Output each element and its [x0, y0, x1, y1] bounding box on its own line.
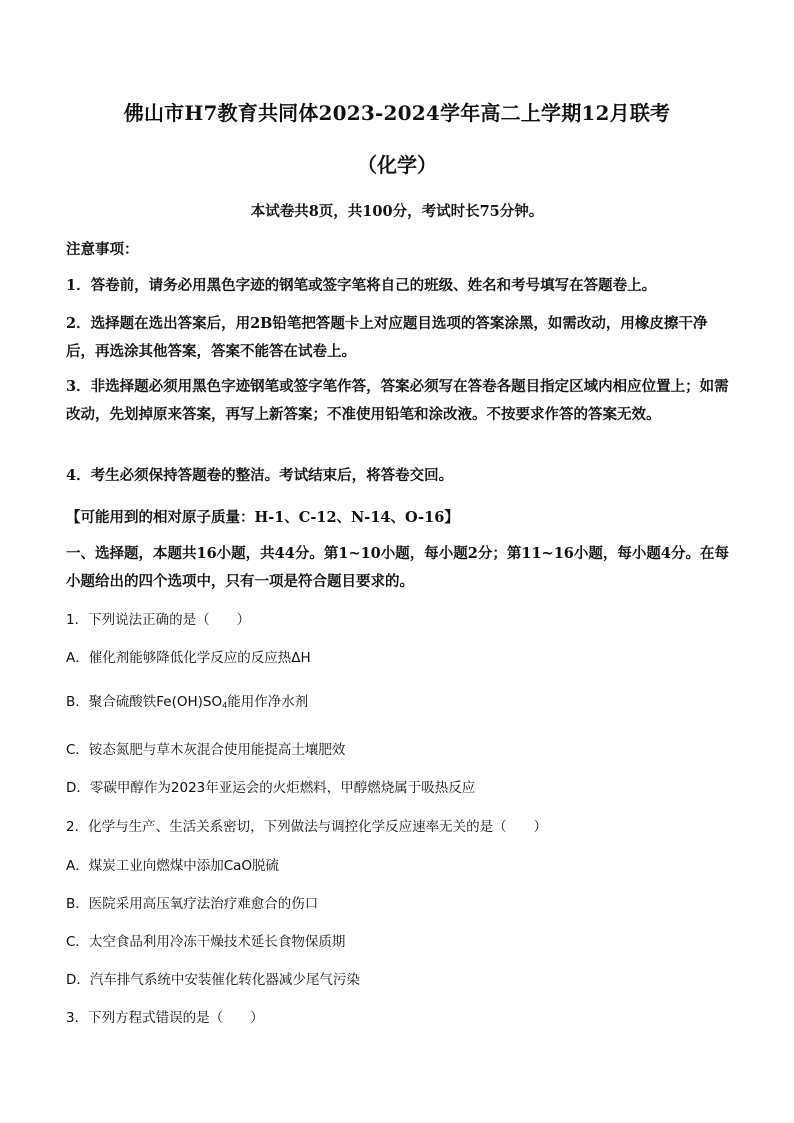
question-1-stem: 1．下列说法正确的是（ ）: [66, 612, 251, 628]
question-1-option-b-suffix: 能用作净水剂: [227, 694, 309, 710]
question-1-option-a: A．催化剂能够降低化学反应的反应热ΔH: [66, 650, 311, 666]
question-1-option-d: D．零碳甲醇作为2023年亚运会的火炬燃料，甲醇燃烧属于吸热反应: [66, 780, 476, 796]
note-item-3: 3．非选择题必须用黑色字迹钢笔或签字笔作答，答案必须写在答卷各题目指定区域内相应位置上；如需改动，先划掉原来答案，再写上新答案；不准使用铅笔和涂改液。不按要求作答的答案无效。: [66, 378, 729, 423]
question-2-option-a: A．煤炭工业向燃煤中添加CaO脱硫: [66, 858, 280, 874]
question-1-option-b: [66, 690, 308, 710]
sulfate-subscript: 4: [222, 701, 228, 710]
question-1-option-c: C．铵态氮肥与草木灰混合使用能提高土壤肥效: [66, 742, 346, 758]
notes-heading: 注意事项：: [66, 241, 139, 258]
note-item-1: 1．答卷前，请务必用黑色字迹的钢笔或签字笔将自己的班级、姓名和考号填写在答题卷上。: [66, 277, 657, 294]
note-item-2: 2．选择题在选出答案后，用2B铅笔把答题卡上对应题目选项的答案涂黑，如需改动，用橡皮擦干净后，再选涂其他答案，答案不能答在试卷上。: [66, 315, 708, 360]
question-2-option-c: C．太空食品利用冷冻干燥技术延长食物保质期: [66, 934, 346, 950]
note-item-4: 4．考生必须保持答题卷的整洁。考试结束后，将答卷交回。: [66, 467, 454, 484]
question-3-stem: 3．下列方程式错误的是（ ）: [66, 1010, 264, 1026]
atomic-masses: 【可能用到的相对原子质量：H-1、C-12、N-14、O-16】: [66, 509, 459, 526]
question-2-option-d: D．汽车排气系统中安装催化转化器减少尾气污染: [66, 972, 360, 988]
question-2-option-b: B．医院采用高压氧疗法治疗难愈合的伤口: [66, 896, 319, 912]
exam-info: 本试卷共8页，共100分，考试时长75分钟。: [250, 203, 544, 220]
exam-subject: （化学）: [357, 153, 437, 177]
question-1-option-b-main: B．聚合硫酸铁Fe(OH)SO: [66, 694, 223, 710]
question-2-stem: 2．化学与生产、生活关系密切，下列做法与调控化学反应速率无关的是（ ）: [66, 819, 548, 835]
section1-heading: 一、选择题，本题共16小题，共44分。第1~10小题，每小题2分；第11~16小题，每小题4分。在每小题给出的四个选项中，只有一项是符合题目要求的。: [66, 545, 729, 590]
exam-title: 佛山市H7教育共同体2023-2024学年高二上学期12月联考: [123, 101, 671, 125]
